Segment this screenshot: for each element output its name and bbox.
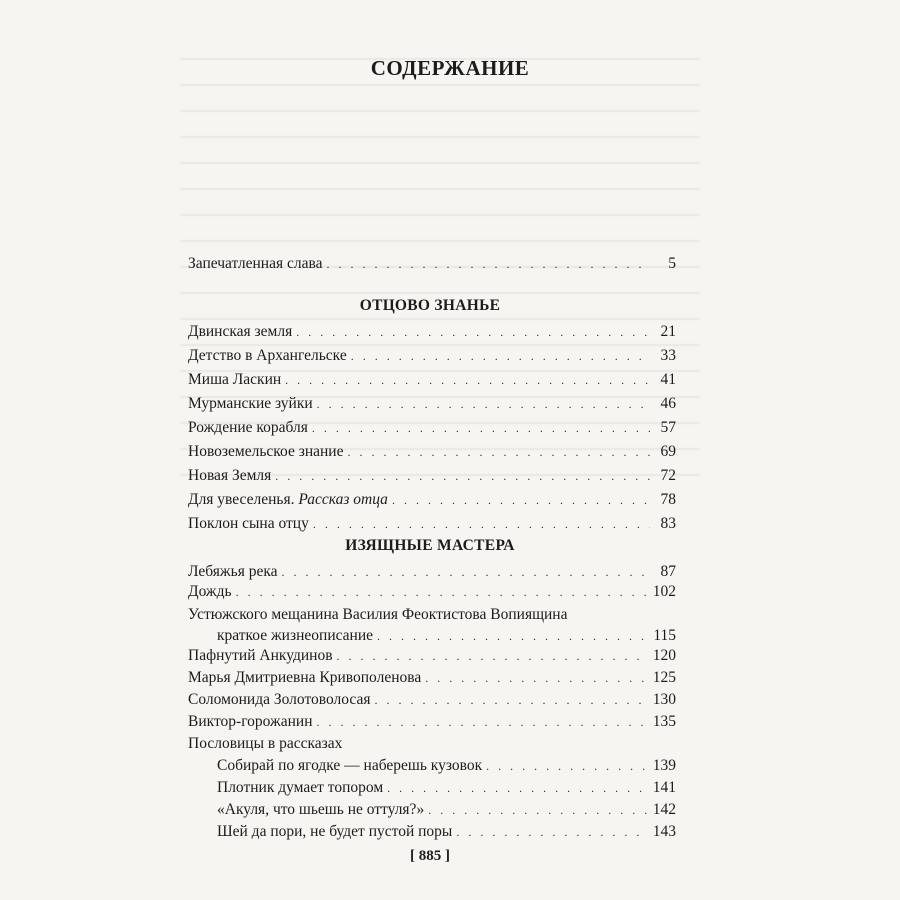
toc-entry-label-main: Для увеселенья. (188, 491, 295, 508)
toc-entry (188, 253, 676, 275)
toc-entry-label: Запечатленная слава (188, 255, 323, 272)
page-title: СОДЕРЖАНИЕ (370, 56, 530, 80)
toc-entry-label: Поклон сына отцу (188, 515, 309, 532)
toc-entry-label: Марья Дмитриевна Кривополенова (188, 669, 422, 686)
toc-entry-label: Детство в Архангельске (188, 347, 347, 364)
toc-entry (217, 821, 676, 843)
toc-entry (188, 667, 676, 689)
toc-entry-page: 57 (660, 419, 676, 436)
leader-dots (347, 441, 650, 463)
toc-group-label: Пословицы в рассказах (188, 735, 343, 752)
leader-dots (374, 689, 648, 711)
toc-entry-label: Виктор-горожанин (188, 713, 313, 730)
page-number: [ 885 ] (410, 848, 450, 864)
toc-entry-page: 139 (652, 757, 676, 774)
leader-dots (387, 777, 649, 799)
toc-entry-page: 83 (660, 515, 676, 532)
toc-entry-page: 143 (652, 823, 676, 840)
toc-entry-label: Миша Ласкин (188, 371, 282, 388)
toc-entry-page: 41 (660, 371, 676, 388)
toc-entry (188, 465, 676, 487)
toc-entry-label: краткое жизнеописание (217, 627, 374, 644)
leader-dots (428, 799, 649, 821)
toc-entry-label-italic: Рассказ отца (298, 491, 388, 508)
toc-entry (188, 489, 676, 511)
leader-dots (337, 645, 649, 667)
toc-entry-label: Новоземельское знание (188, 443, 344, 460)
leader-dots (425, 667, 648, 689)
toc-entry-page: 102 (652, 583, 676, 600)
leader-dots (313, 513, 650, 535)
toc-entry-page: 87 (660, 563, 676, 580)
leader-dots (285, 369, 650, 391)
toc-entry-label-line1: Устюжского мещанина Василия Феоктистова Вопиящина (188, 606, 568, 623)
leader-dots (317, 711, 649, 733)
toc-entry-label (188, 489, 388, 511)
leader-dots (326, 253, 650, 275)
toc-entry (188, 711, 676, 733)
toc-entry (188, 645, 676, 667)
toc-entry-label: Шей да пори, не будет пустой поры (217, 823, 453, 840)
toc-entry-page: 21 (660, 323, 676, 340)
toc-entry (188, 417, 676, 439)
toc-entry (188, 321, 676, 343)
toc-entry-label: Новая Земля (188, 467, 272, 484)
toc-entry-page: 142 (652, 801, 676, 818)
toc-entry-page: 120 (652, 647, 676, 664)
leader-dots (486, 755, 649, 777)
toc-entry-label: Плотник думает топором (217, 779, 384, 796)
toc-entry (217, 755, 676, 777)
toc-entry-page: 72 (660, 467, 676, 484)
toc-entry-page: 141 (652, 779, 676, 796)
toc-entry-page: 5 (668, 255, 676, 272)
toc-entry (188, 369, 676, 391)
leader-dots (456, 821, 648, 843)
toc-entry-label: Рождение корабля (188, 419, 308, 436)
leader-dots (236, 581, 649, 603)
toc-entry (188, 689, 676, 711)
toc-entry-page: 125 (652, 669, 676, 686)
toc-entry (188, 441, 676, 463)
leader-dots (351, 345, 650, 367)
toc-entry-page: 135 (652, 713, 676, 730)
leader-dots (392, 489, 650, 511)
toc-entry-label: Дождь (188, 583, 232, 600)
section-heading: ИЗЯЩНЫЕ МАСТЕРА (345, 537, 515, 554)
toc-entry (217, 777, 676, 799)
leader-dots (312, 417, 650, 439)
toc-entry (188, 513, 676, 535)
toc-entry-page: 69 (660, 443, 676, 460)
toc-entry (217, 625, 676, 647)
toc-entry-label: Соломонида Золотоволосая (188, 691, 371, 708)
leader-dots (282, 561, 650, 583)
toc-entry-label: Лебяжья река (188, 563, 278, 580)
toc-entry (188, 345, 676, 367)
toc-entry-label: Двинская земля (188, 323, 293, 340)
leader-dots (317, 393, 650, 415)
toc-entry (217, 799, 676, 821)
leader-dots (377, 625, 649, 647)
leader-dots (296, 321, 650, 343)
toc-entry-page: 33 (660, 347, 676, 364)
toc-entry-label: «Акуля, что шьешь не оттуля?» (217, 801, 425, 818)
toc-entry-label: Собирай по ягодке — наберешь кузовок (217, 757, 483, 774)
toc-entry-page: 130 (652, 691, 676, 708)
section-heading: ОТЦОВО ЗНАНЬЕ (359, 297, 501, 314)
leader-dots (275, 465, 650, 487)
toc-entry-page: 46 (660, 395, 676, 412)
toc-entry (188, 581, 676, 603)
toc-entry-label: Мурманские зуйки (188, 395, 313, 412)
toc-entry (188, 561, 676, 583)
toc-entry (188, 393, 676, 415)
toc-entry-page: 78 (660, 491, 676, 508)
toc-entry-page: 115 (653, 627, 676, 644)
toc-entry-label: Пафнутий Анкудинов (188, 647, 333, 664)
